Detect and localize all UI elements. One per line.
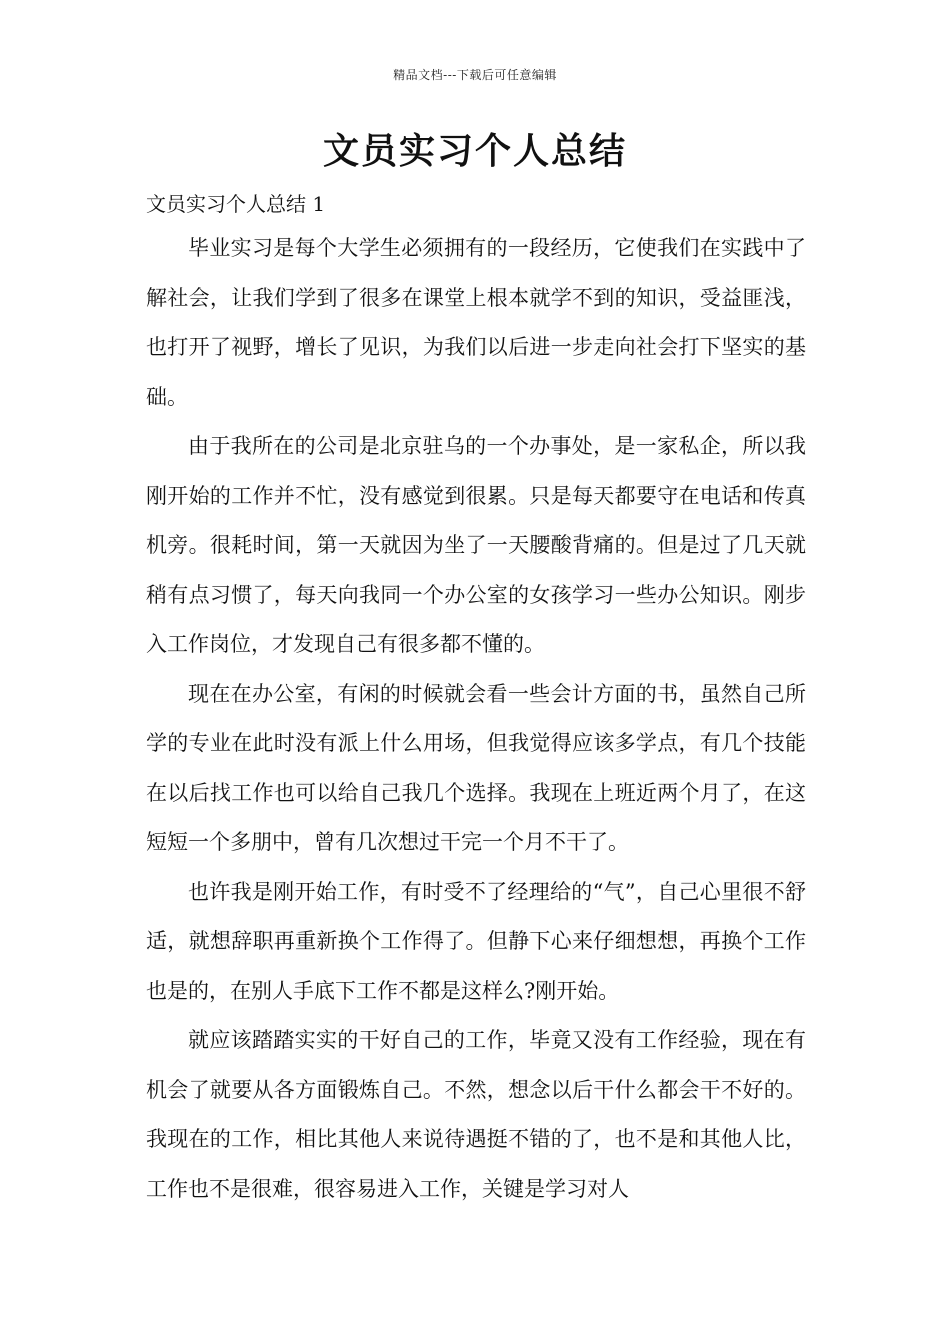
document-body (146, 184, 806, 1214)
paragraph: 现在在办公室，有闲的时候就会看一些会计方面的书，虽然自己所学的专业在此时没有派上什么用场，但我觉得应该多学点，有几个技能在以后找工作也可以给自己我几个选择。我现在上班近两个月了，在这短短一个多朋中，曾有几次想过干完一个月不干了。 (146, 681, 806, 854)
document-title: 文员实习个人总结 (322, 131, 627, 172)
header-note: 精品文档---下载后可任意编辑 (393, 68, 557, 82)
paragraph: 由于我所在的公司是北京驻乌的一个办事处，是一家私企，所以我刚开始的工作并不忙，没有感觉到很累。只是每天都要守在电话和传真机旁。很耗时间，第一天就因为坐了一天腰酸背痛的。但是过了几天就稍有点习惯了，每天向我同一个办公室的女孩学习一些办公知识。刚步入工作岗位，才发现自己有很多都不懂的。 (146, 434, 806, 656)
paragraph: 毕业实习是每个大学生必须拥有的一段经历，它使我们在实践中了解社会，让我们学到了很多在课堂上根本就学不到的知识，受益匪浅，也打开了视野，增长了见识，为我们以后进一步走向社会打下坚实的基础。 (146, 236, 806, 409)
paragraph: 就应该踏踏实实的干好自己的工作，毕竟又没有工作经验，现在有机会了就要从各方面锻炼自己。不然，想念以后干什么都会干不好的。我现在的工作，相比其他人来说待遇挺不错的了，也不是和其他人比，工作也不是很难，很容易进入工作，关键是学习对人 (146, 1028, 806, 1201)
paragraph: 也许我是刚开始工作，有时受不了经理给的“气”，自己心里很不舒适，就想辞职再重新换个工作得了。但静下心来仔细想想，再换个工作也是的，在别人手底下工作不都是这样么?刚开始。 (146, 879, 806, 1003)
section-subtitle: 文员实习个人总结 1 (146, 192, 326, 216)
